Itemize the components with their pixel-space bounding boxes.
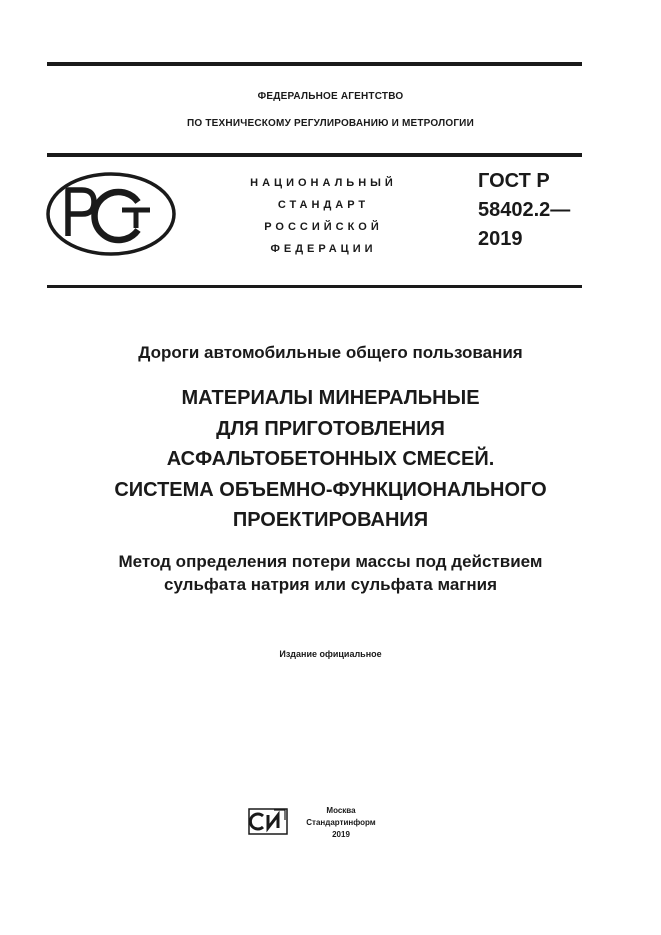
standard-type-line-4: ФЕДЕРАЦИИ (270, 243, 377, 255)
method-title-line: Метод определения потери массы под действием (118, 552, 543, 571)
standard-type-line-1: НАЦИОНАЛЬНЫЙ (250, 177, 397, 189)
top-rule (47, 62, 582, 66)
agency-line-2: ПО ТЕХНИЧЕСКОМУ РЕГУЛИРОВАНИЮ И МЕТРОЛОГИИ (187, 118, 474, 129)
main-title-line: АСФАЛЬТОБЕТОННЫХ СМЕСЕЙ. (166, 448, 495, 470)
header-rule (47, 153, 582, 157)
agency-line-1: ФЕДЕРАЛЬНОЕ АГЕНТСТВО (257, 91, 404, 102)
edition-note: Издание официальное (279, 649, 382, 659)
document-subtitle: Дороги автомобильные общего пользования (138, 343, 523, 362)
main-title-line: ДЛЯ ПРИГОТОВЛЕНИЯ (216, 417, 445, 440)
publisher-name: Стандартинформ (306, 818, 376, 827)
designation-line-1: ГОСТ Р (478, 170, 550, 192)
standard-type-line-3: РОССИЙСКОЙ (264, 221, 383, 233)
standard-designation (478, 167, 570, 254)
publisher-year: 2019 (332, 830, 350, 839)
main-title-line: МАТЕРИАЛЫ МИНЕРАЛЬНЫЕ (181, 387, 480, 409)
method-title-line: сульфата натрия или сульфата магния (163, 575, 497, 594)
rst-conformity-mark-icon (46, 172, 176, 256)
method-title (0, 550, 661, 596)
standard-type (236, 172, 411, 260)
designation-line-3: 2019 (478, 228, 523, 250)
designation-line-2: 58402.2— (478, 199, 571, 221)
main-title (0, 383, 661, 536)
publisher-imprint (296, 805, 386, 841)
main-title-line: СИСТЕМА ОБЪЕМНО-ФУНКЦИОНАЛЬНОГО (114, 478, 547, 501)
main-title-line: ПРОЕКТИРОВАНИЯ (232, 509, 429, 531)
publisher-city: Москва (326, 806, 356, 815)
title-rule (47, 285, 582, 288)
standartinform-logo-icon (248, 808, 288, 835)
standard-type-line-2: СТАНДАРТ (277, 199, 370, 211)
